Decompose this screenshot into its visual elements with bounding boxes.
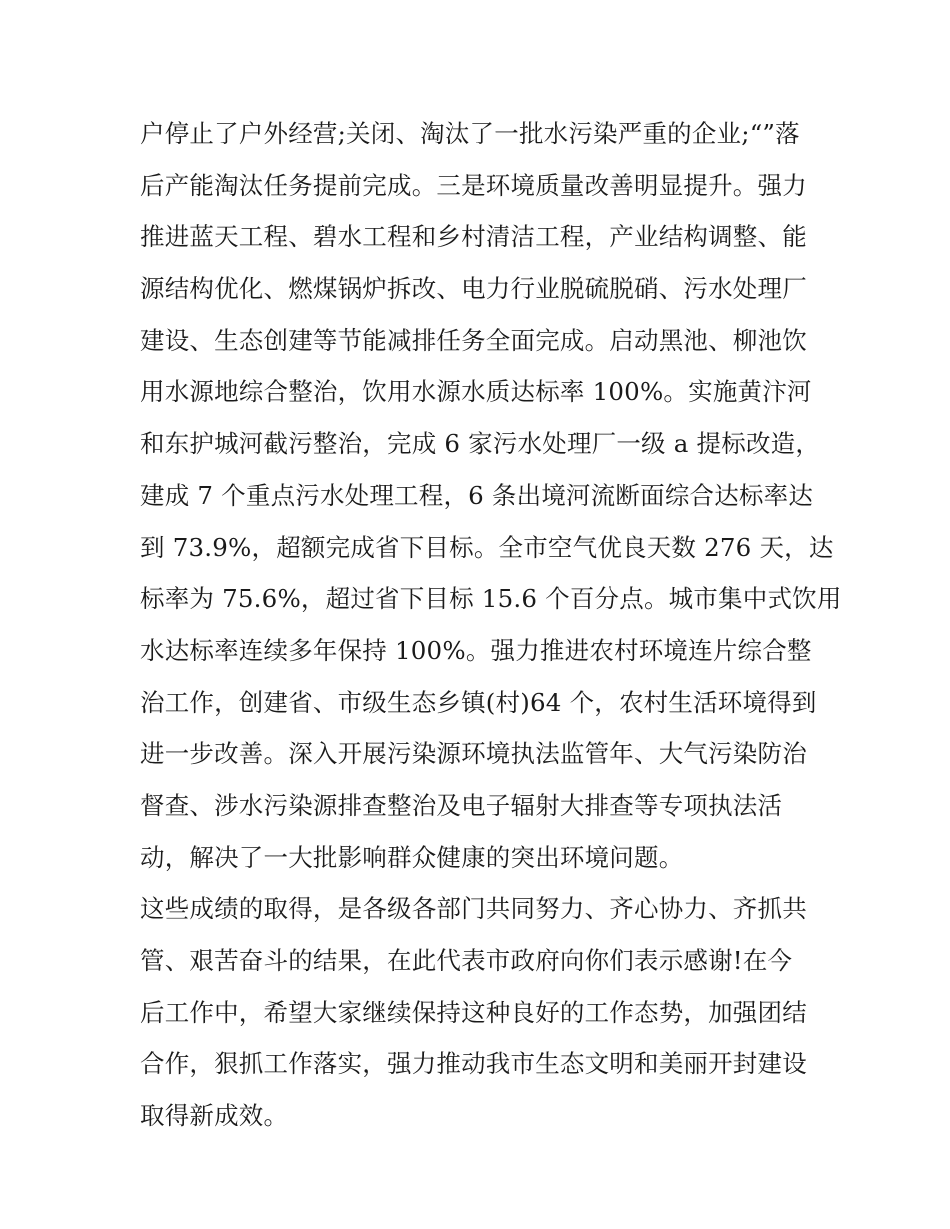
text-line: 取得新成效。: [140, 1101, 289, 1131]
text-line: 到 73.9%，超额完成省下目标。全市空气优良天数 276 天，达: [140, 532, 834, 562]
text-line: 用水源地综合整治，饮用水源水质达标率 100%。实施黄汴河: [140, 377, 812, 407]
text-line: 督查、涉水污染源排查整治及电子辐射大排查等专项执法活: [140, 790, 783, 820]
text-line: 源结构优化、燃煤锅炉拆改、电力行业脱硫脱硝、污水处理厂: [140, 274, 807, 304]
text-line: 后产能淘汰任务提前完成。三是环境质量改善明显提升。强力: [140, 170, 807, 200]
text-line: 这些成绩的取得，是各级各部门共同努力、齐心协力、齐抓共: [140, 894, 807, 924]
text-line: 动，解决了一大批影响群众健康的突出环境问题。: [140, 842, 684, 872]
text-line: 治工作，创建省、市级生态乡镇(村)64 个，农村生活环境得到: [140, 687, 817, 717]
text-line: 进一步改善。深入开展污染源环境执法监管年、大气污染防治: [140, 739, 807, 769]
text-line: 水达标率连续多年保持 100%。强力推进农村环境连片综合整: [140, 635, 812, 665]
text-line: 户停止了户外经营;关闭、淘汰了一批水污染严重的企业;“”落: [140, 119, 800, 148]
text-line: 建设、生态创建等节能减排任务全面完成。启动黑池、柳池饮: [140, 325, 807, 355]
paragraph-achievements: [140, 108, 842, 883]
text-line: 推进蓝天工程、碧水工程和乡村清洁工程，产业结构调整、能: [140, 222, 807, 252]
text-line: 建成 7 个重点污水处理工程，6 条出境河流断面综合达标率达: [140, 480, 814, 510]
text-line: 合作，狠抓工作落实，强力推动我市生态文明和美丽开封建设: [140, 1049, 807, 1079]
text-line: 后工作中，希望大家继续保持这种良好的工作态势，加强团结: [140, 997, 807, 1027]
text-line: 管、艰苦奋斗的结果，在此代表市政府向你们表示感谢!在今: [140, 946, 793, 975]
paragraph-thanks: [140, 883, 820, 1141]
text-line: 和东护城河截污整治，完成 6 家污水处理厂一级 a 提标改造，: [140, 429, 821, 459]
document-body: [140, 108, 842, 1142]
text-line: 标率为 75.6%，超过省下目标 15.6 个百分点。城市集中式饮用: [140, 584, 842, 614]
